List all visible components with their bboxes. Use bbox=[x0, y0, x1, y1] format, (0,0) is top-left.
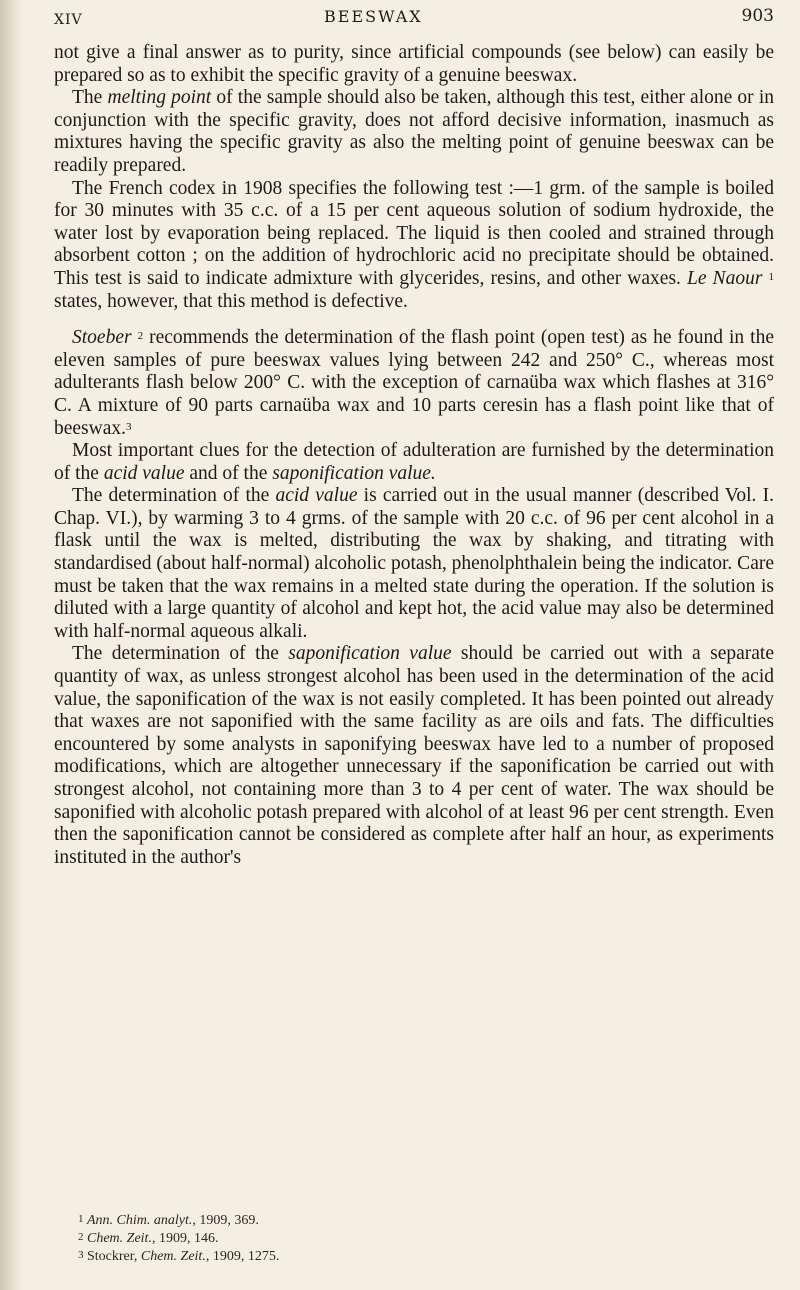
text-run: , 1909, 146. bbox=[151, 1231, 219, 1246]
italic-text: Chem. Zeit. bbox=[87, 1231, 152, 1246]
italic-text: Stoeber bbox=[72, 327, 132, 349]
italic-text: acid value bbox=[275, 485, 358, 507]
footnote-number: 1 bbox=[78, 1213, 84, 1225]
footnote bbox=[54, 1248, 774, 1266]
text-run: The bbox=[72, 87, 108, 109]
text-run bbox=[762, 268, 768, 289]
footnote-number: 3 bbox=[78, 1249, 84, 1261]
footnote-number: 2 bbox=[78, 1231, 84, 1243]
italic-text: Ann. Chim. analyt. bbox=[87, 1213, 193, 1228]
footnote-marker: 1 bbox=[768, 270, 774, 283]
text-run: , 1909, 369. bbox=[192, 1213, 259, 1228]
italic-text: saponification value. bbox=[272, 462, 436, 484]
paragraph bbox=[54, 440, 774, 485]
binding-shadow bbox=[0, 0, 22, 1290]
page-number: 903 bbox=[741, 6, 774, 26]
paragraph bbox=[54, 643, 774, 869]
text-run: The French codex in 1908 specifies the following test :—1 grm. of the sample is boiled for 30 minutes with 35 c.c. of a 15 per cent aqueous solution of sodium hydroxide, the water lost by evaporation being replaced. The liquid is then cooled and strained through absorbent cotton ; on the addition of hydrochloric acid no precipitate should be obtained. This test is said to indicate admixture with glycerides, resins, and other waxes. bbox=[54, 177, 774, 289]
paragraph bbox=[54, 327, 774, 440]
text-run: of the sample should also be taken, although this test, either alone or in conjunction with the specific gravity, does not afford decisive information, inasmuch as mixtures having the specific gravity as also the melting point of genuine beeswax can be readily prepared. bbox=[54, 87, 775, 176]
paragraph bbox=[54, 87, 774, 177]
text-run: , 1909, 1275. bbox=[205, 1249, 280, 1264]
body-text bbox=[54, 42, 774, 869]
text-run: and of the bbox=[184, 462, 273, 484]
text-run bbox=[132, 327, 138, 348]
footnotes bbox=[54, 1212, 774, 1266]
paragraph bbox=[54, 42, 774, 87]
italic-text: Le Naour bbox=[686, 267, 763, 289]
text-run: recommends the determination of the flash point (open test) as he found in the eleven samples of pure beeswax values lying between 242 and 250° C., whereas most adulterants flash below 200° C. with the exception of carnaüba wax which flashes at 316° C. A mixture of 90 parts carnaüba wax and 10 parts ceresin has a flash point like that of beeswax. bbox=[54, 327, 774, 439]
text-run: not give a final answer as to purity, since artificial compounds (see below) can easily be prepared so as to exhibit the specific gravity of a genuine beeswax. bbox=[54, 42, 774, 86]
text-run: Stockrer, bbox=[83, 1249, 141, 1264]
page-header bbox=[54, 6, 774, 32]
text-run: Most important clues for the detection of adulteration are furnished by the determination of the bbox=[54, 440, 774, 484]
footnote-marker: 2 bbox=[137, 330, 144, 343]
italic-text: melting point bbox=[107, 87, 212, 109]
footnote-marker: 3 bbox=[126, 420, 132, 433]
running-title: BEESWAX bbox=[324, 7, 423, 26]
italic-text: acid value bbox=[103, 462, 185, 484]
paragraph bbox=[54, 178, 774, 314]
paragraph bbox=[54, 485, 774, 643]
italic-text: Chem. Zeit. bbox=[140, 1249, 206, 1264]
italic-text: saponification value bbox=[288, 643, 452, 665]
chapter-number: XIV bbox=[54, 12, 83, 28]
text-run: states, however, that this method is defective. bbox=[54, 290, 408, 312]
text-run: should be carried out with a separate quantity of wax, as unless strongest alcohol has been used in the determination of the acid value, the saponification of the wax is not easily completed. It has been pointed out already that waxes are not saponified with the same facility as are oils and fats. The difficulties encountered by some analysts in saponifying beeswax have led to a number of proposed modifications, which are altogether unnecessary if the saponification be carried out with strongest alcohol, not containing more than 3 to 4 per cent of water. The wax should be saponified with alcoholic potash prepared with alcohol of at least 96 per cent strength. Even then the saponification cannot be considered as complete after half an hour, as experiments instituted in the author's bbox=[54, 643, 774, 868]
footnote bbox=[54, 1230, 774, 1248]
text-run: The determination of the bbox=[72, 643, 289, 665]
text-run: is carried out in the usual manner (described Vol. I. Chap. VI.), by warming 3 to 4 grms. of the sample with 20 c.c. of 96 per cent alcohol in a flask until the wax is melted, distributing the wax by shaking, and titrating with standardised (about half-normal) alcoholic potash, phenolphthalein being the indicator. Care must be taken that the wax remains in a melted state during the operation. If the solution is diluted with a large quantity of alcohol and kept hot, the acid value may also be determined with half-normal aqueous alkali. bbox=[54, 485, 774, 642]
text-run: The determination of the bbox=[72, 485, 276, 507]
footnote bbox=[54, 1212, 774, 1230]
